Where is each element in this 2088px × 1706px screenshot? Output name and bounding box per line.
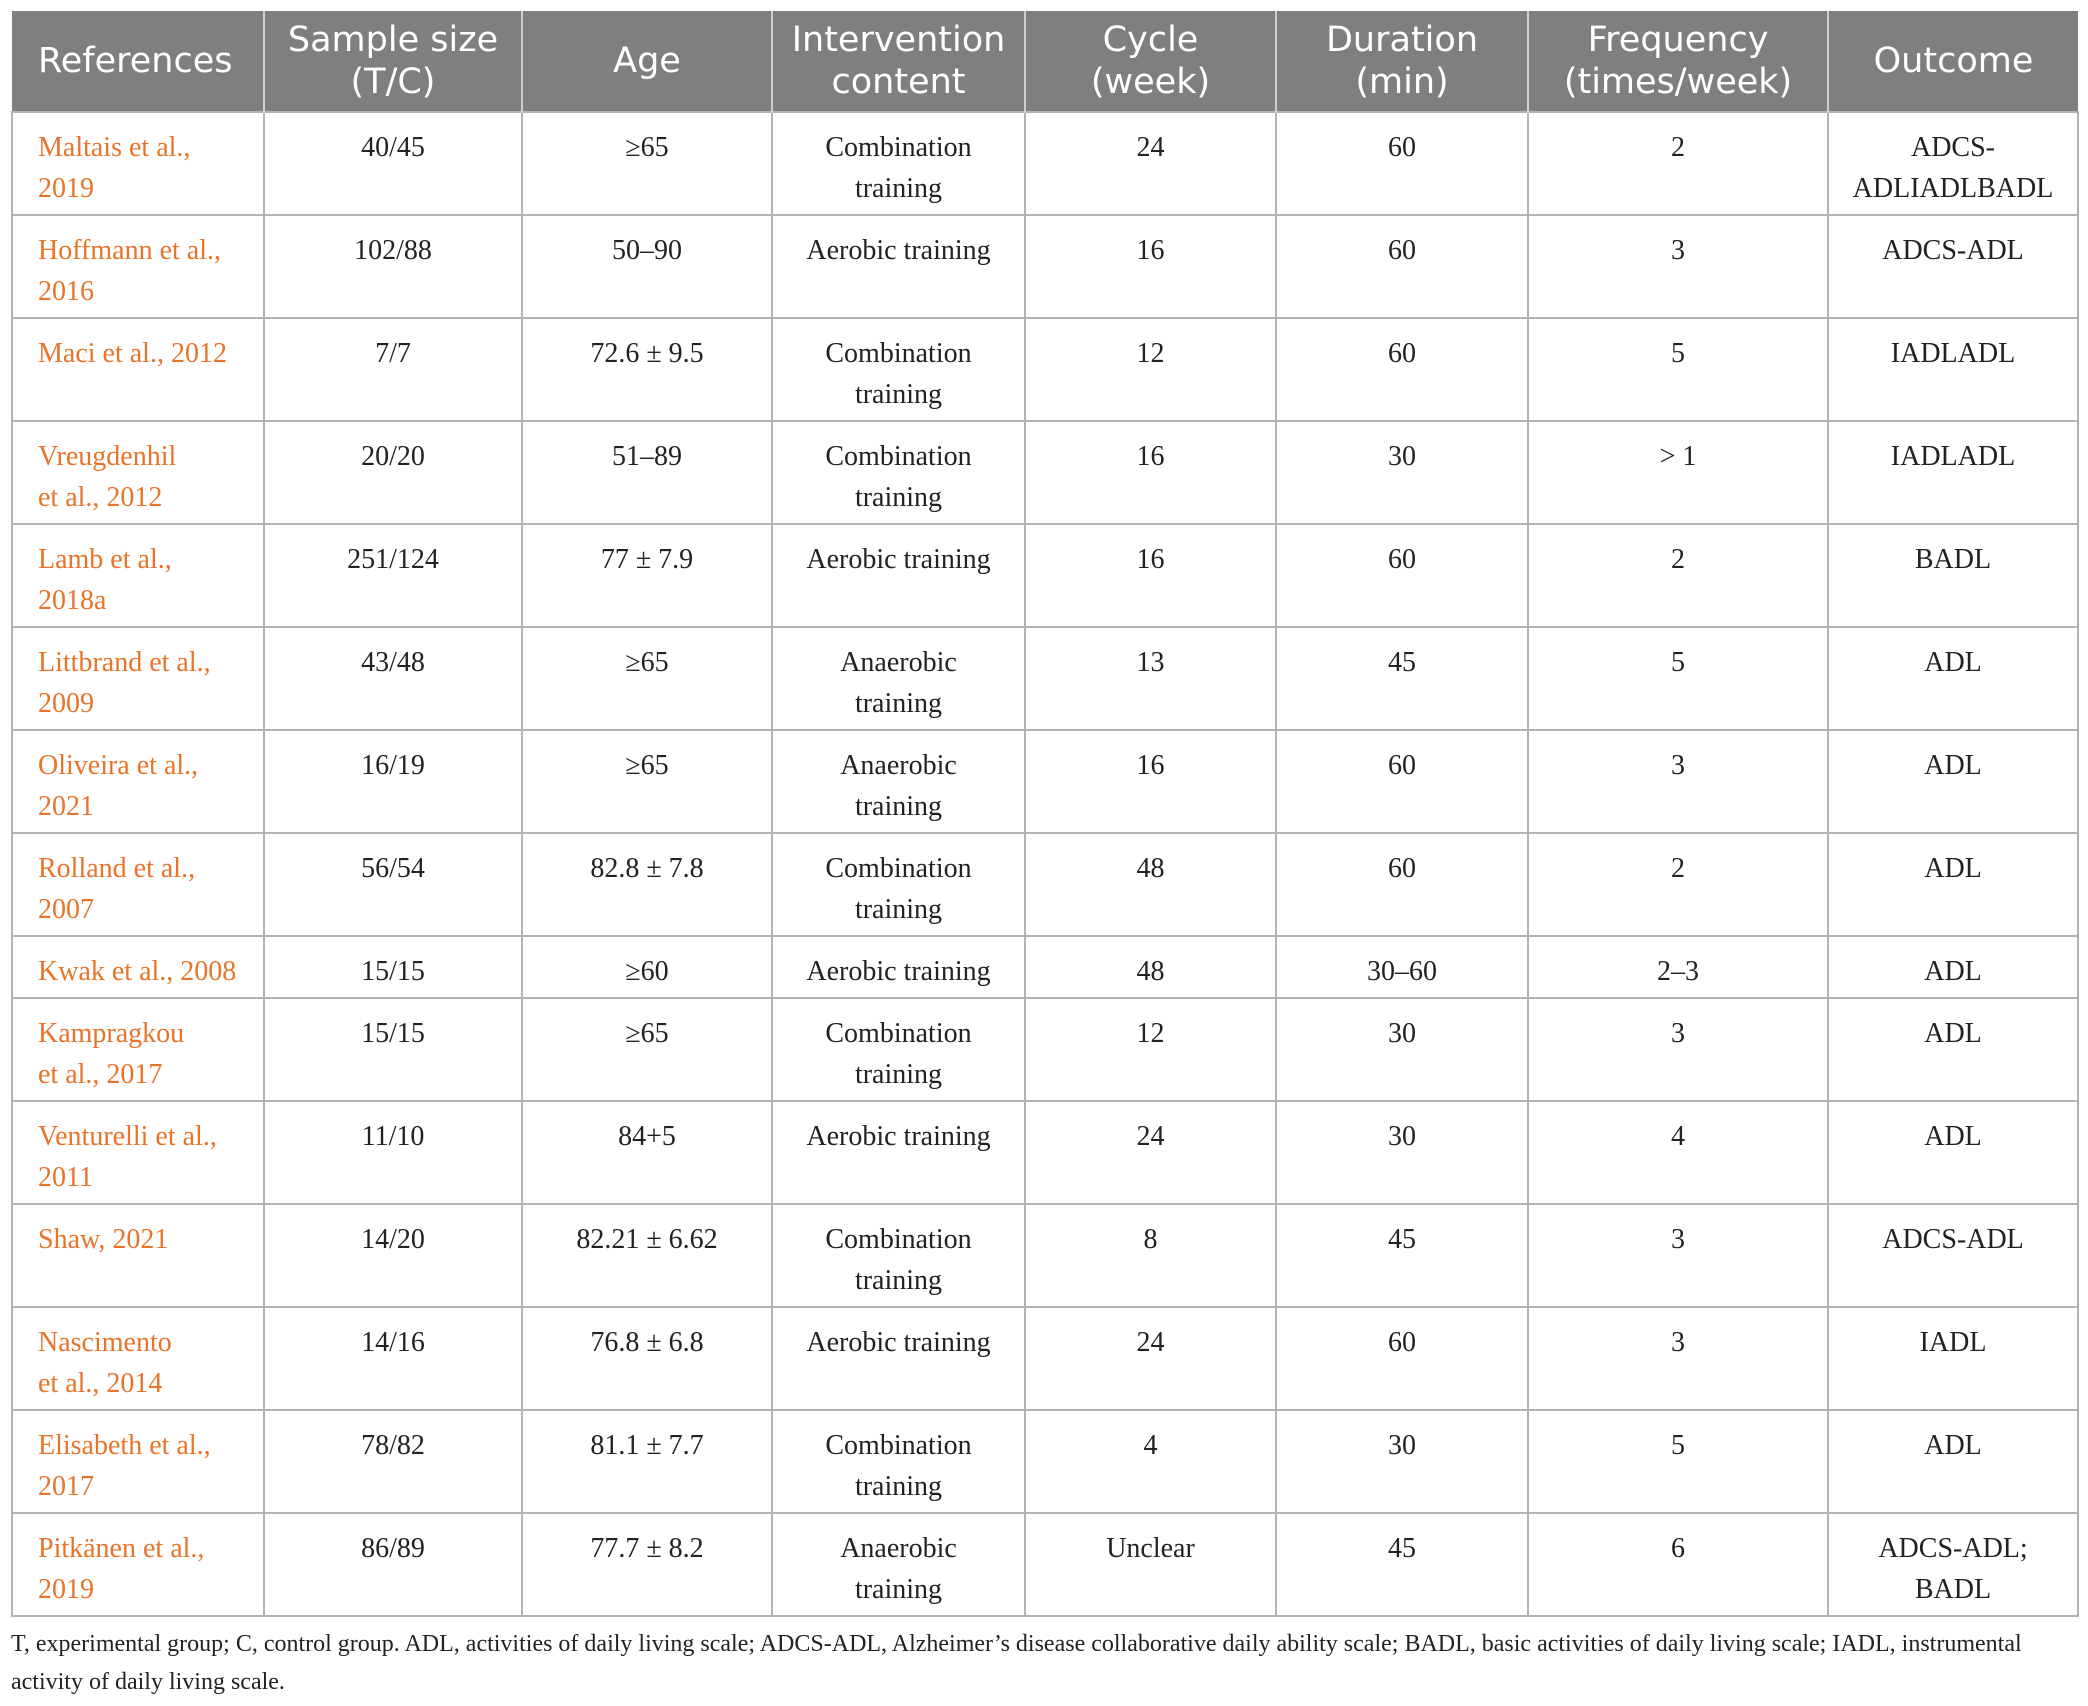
age-cell: ≥65 xyxy=(522,627,772,730)
sample-size-cell: 56/54 xyxy=(264,833,522,936)
intervention-cell-line: training xyxy=(854,1471,943,1502)
header-line: (T/C) xyxy=(350,62,436,102)
sample-size-cell: 78/82 xyxy=(264,1410,522,1513)
reference-link[interactable] xyxy=(12,1307,264,1410)
table-row xyxy=(12,998,2078,1101)
reference-link-line: 2016 xyxy=(38,276,94,307)
outcome-cell-line: ADCS- xyxy=(1910,132,1995,163)
reference-link-line: Venturelli et al., xyxy=(38,1121,217,1152)
duration-cell: 60 xyxy=(1276,1307,1528,1410)
outcome-cell xyxy=(1828,318,2078,421)
frequency-cell: 2 xyxy=(1528,833,1828,936)
header-line: Outcome xyxy=(1873,41,2034,81)
frequency-cell: 5 xyxy=(1528,1410,1828,1513)
reference-link-line: Lamb et al., xyxy=(38,544,172,575)
outcome-cell xyxy=(1828,730,2078,833)
reference-link-line: 2011 xyxy=(38,1162,93,1193)
intervention-cell xyxy=(772,730,1025,833)
cycle-cell: 24 xyxy=(1025,112,1276,215)
reference-link[interactable] xyxy=(12,421,264,524)
outcome-cell xyxy=(1828,215,2078,318)
table-row xyxy=(12,1101,2078,1204)
frequency-cell: 3 xyxy=(1528,730,1828,833)
reference-link-line: 2018a xyxy=(38,585,107,616)
intervention-cell xyxy=(772,627,1025,730)
cycle-cell: 48 xyxy=(1025,833,1276,936)
header-sample-size xyxy=(264,11,522,112)
frequency-cell: 3 xyxy=(1528,1307,1828,1410)
cycle-cell: 16 xyxy=(1025,730,1276,833)
intervention-cell-line: Combination xyxy=(825,338,972,369)
duration-cell: 30–60 xyxy=(1276,936,1528,998)
reference-link-line: et al., 2012 xyxy=(38,482,163,513)
intervention-cell-line: Aerobic training xyxy=(806,544,991,575)
sample-size-cell: 15/15 xyxy=(264,936,522,998)
age-cell: ≥65 xyxy=(522,998,772,1101)
age-cell: ≥65 xyxy=(522,730,772,833)
age-cell: 82.8 ± 7.8 xyxy=(522,833,772,936)
table-row xyxy=(12,1204,2078,1307)
cycle-cell: 16 xyxy=(1025,215,1276,318)
intervention-cell-line: training xyxy=(854,791,943,822)
table-row xyxy=(12,627,2078,730)
reference-link-line: Nascimento xyxy=(38,1327,172,1358)
duration-cell: 60 xyxy=(1276,215,1528,318)
reference-link[interactable] xyxy=(12,215,264,318)
intervention-cell xyxy=(772,524,1025,627)
intervention-cell-line: Aerobic training xyxy=(806,956,991,987)
age-cell: 72.6 ± 9.5 xyxy=(522,318,772,421)
reference-link[interactable] xyxy=(12,730,264,833)
intervention-cell xyxy=(772,318,1025,421)
intervention-cell xyxy=(772,998,1025,1101)
reference-link-line: Kampragkou xyxy=(38,1018,185,1049)
reference-link[interactable] xyxy=(12,1513,264,1616)
reference-link-line: 2019 xyxy=(38,173,94,204)
intervention-cell-line: Aerobic training xyxy=(806,235,991,266)
outcome-cell-line: ADLIADLBADL xyxy=(1852,173,2054,204)
intervention-cell xyxy=(772,1410,1025,1513)
intervention-cell xyxy=(772,936,1025,998)
frequency-cell: 5 xyxy=(1528,318,1828,421)
intervention-cell-line: Anaerobic xyxy=(840,647,957,678)
outcome-cell xyxy=(1828,1204,2078,1307)
sample-size-cell: 11/10 xyxy=(264,1101,522,1204)
intervention-cell xyxy=(772,215,1025,318)
outcome-cell-line: ADL xyxy=(1924,1430,1982,1461)
header-cycle xyxy=(1025,11,1276,112)
outcome-cell-line: ADCS-ADL xyxy=(1882,235,2024,266)
table-container xyxy=(11,11,2077,1701)
reference-link-line: Pitkänen et al., xyxy=(38,1533,205,1564)
header-row xyxy=(12,11,2078,112)
duration-cell: 45 xyxy=(1276,1204,1528,1307)
intervention-cell-line: training xyxy=(854,688,943,719)
intervention-cell-line: Anaerobic xyxy=(840,750,957,781)
duration-cell: 60 xyxy=(1276,833,1528,936)
age-cell: 51–89 xyxy=(522,421,772,524)
outcome-cell-line: BADL xyxy=(1914,1574,1992,1605)
reference-link[interactable] xyxy=(12,1204,264,1307)
header-line: References xyxy=(38,41,233,81)
reference-link-line: 2009 xyxy=(38,688,94,719)
studies-table xyxy=(11,11,2079,1617)
reference-link-line: et al., 2017 xyxy=(38,1059,163,1090)
outcome-cell xyxy=(1828,1513,2078,1616)
sample-size-cell: 86/89 xyxy=(264,1513,522,1616)
cycle-cell: 8 xyxy=(1025,1204,1276,1307)
header-line: Duration xyxy=(1325,20,1478,60)
reference-link-line: Maci et al., 2012 xyxy=(38,338,227,369)
sample-size-cell: 16/19 xyxy=(264,730,522,833)
table-row xyxy=(12,1410,2078,1513)
reference-link[interactable] xyxy=(12,318,264,421)
sample-size-cell: 40/45 xyxy=(264,112,522,215)
outcome-cell-line: ADL xyxy=(1924,1121,1982,1152)
reference-link-line: 2021 xyxy=(38,791,94,822)
outcome-cell xyxy=(1828,524,2078,627)
outcome-cell-line: IADLADL xyxy=(1890,441,2016,472)
intervention-cell-line: Combination xyxy=(825,1224,972,1255)
header-intervention-content xyxy=(772,11,1025,112)
frequency-cell: 2–3 xyxy=(1528,936,1828,998)
age-cell: 77.7 ± 8.2 xyxy=(522,1513,772,1616)
sample-size-cell: 20/20 xyxy=(264,421,522,524)
reference-link-line: Oliveira et al., xyxy=(38,750,199,781)
outcome-cell xyxy=(1828,627,2078,730)
duration-cell: 60 xyxy=(1276,318,1528,421)
intervention-cell-line: Aerobic training xyxy=(806,1121,991,1152)
reference-link-line: Vreugdenhil xyxy=(38,441,177,472)
intervention-cell xyxy=(772,112,1025,215)
header-line: Cycle xyxy=(1102,20,1199,60)
header-line: Intervention xyxy=(791,20,1006,60)
sample-size-cell: 15/15 xyxy=(264,998,522,1101)
duration-cell: 60 xyxy=(1276,730,1528,833)
table-footnote: T, experimental group; C, control group. ADL, activities of daily living scale; ADCS-ADL, Alzheimer’s disease collaborative daily ability scale; BADL, basic activities of daily living scale; IADL, instrumental activity of daily living scale. xyxy=(11,1631,2022,1695)
cycle-cell: 4 xyxy=(1025,1410,1276,1513)
age-cell: 81.1 ± 7.7 xyxy=(522,1410,772,1513)
age-cell: 82.21 ± 6.62 xyxy=(522,1204,772,1307)
outcome-cell-line: ADL xyxy=(1924,750,1982,781)
age-cell: 50–90 xyxy=(522,215,772,318)
sample-size-cell: 102/88 xyxy=(264,215,522,318)
table-row xyxy=(12,318,2078,421)
intervention-cell-line: training xyxy=(854,379,943,410)
table-row xyxy=(12,215,2078,318)
sample-size-cell: 7/7 xyxy=(264,318,522,421)
reference-link-line: Rolland et al., xyxy=(38,853,196,884)
outcome-cell xyxy=(1828,1307,2078,1410)
table-header xyxy=(12,11,2078,112)
header-references xyxy=(12,11,264,112)
cycle-cell: 16 xyxy=(1025,421,1276,524)
cycle-cell: 13 xyxy=(1025,627,1276,730)
outcome-cell-line: ADCS-ADL xyxy=(1882,1224,2024,1255)
intervention-cell xyxy=(772,1204,1025,1307)
cycle-cell: 24 xyxy=(1025,1101,1276,1204)
duration-cell: 30 xyxy=(1276,1101,1528,1204)
reference-link-line: et al., 2014 xyxy=(38,1368,163,1399)
cycle-cell: Unclear xyxy=(1025,1513,1276,1616)
frequency-cell: 6 xyxy=(1528,1513,1828,1616)
intervention-cell-line: training xyxy=(854,1574,943,1605)
age-cell: 77 ± 7.9 xyxy=(522,524,772,627)
table-row xyxy=(12,730,2078,833)
outcome-cell-line: ADL xyxy=(1924,853,1982,884)
frequency-cell: 4 xyxy=(1528,1101,1828,1204)
header-line: Frequency xyxy=(1587,20,1769,60)
frequency-cell: 2 xyxy=(1528,524,1828,627)
reference-link[interactable] xyxy=(12,936,264,998)
outcome-cell xyxy=(1828,1101,2078,1204)
frequency-cell: 5 xyxy=(1528,627,1828,730)
table-row xyxy=(12,833,2078,936)
sample-size-cell: 14/16 xyxy=(264,1307,522,1410)
duration-cell: 30 xyxy=(1276,421,1528,524)
outcome-cell xyxy=(1828,1410,2078,1513)
outcome-cell-line: IADLADL xyxy=(1890,338,2016,369)
outcome-cell xyxy=(1828,936,2078,998)
intervention-cell xyxy=(772,421,1025,524)
reference-link-line: Hoffmann et al., xyxy=(38,235,221,266)
header-line: (week) xyxy=(1090,62,1211,102)
table-row xyxy=(12,524,2078,627)
frequency-cell: 2 xyxy=(1528,112,1828,215)
reference-link[interactable] xyxy=(12,524,264,627)
header-line: Sample size xyxy=(287,20,499,60)
table-body xyxy=(12,112,2078,1616)
intervention-cell xyxy=(772,1101,1025,1204)
reference-link-line: 2019 xyxy=(38,1574,94,1605)
cycle-cell: 12 xyxy=(1025,318,1276,421)
table-row xyxy=(12,421,2078,524)
outcome-cell-line: ADL xyxy=(1924,647,1982,678)
age-cell: 76.8 ± 6.8 xyxy=(522,1307,772,1410)
outcome-cell-line: ADCS-ADL; xyxy=(1878,1533,2028,1564)
table-row xyxy=(12,112,2078,215)
table-row xyxy=(12,936,2078,998)
outcome-cell-line: ADL xyxy=(1924,1018,1982,1049)
cycle-cell: 16 xyxy=(1025,524,1276,627)
reference-link[interactable] xyxy=(12,627,264,730)
outcome-cell xyxy=(1828,112,2078,215)
intervention-cell xyxy=(772,1513,1025,1616)
intervention-cell-line: training xyxy=(854,894,943,925)
sample-size-cell: 43/48 xyxy=(264,627,522,730)
intervention-cell-line: Combination xyxy=(825,1430,972,1461)
frequency-cell: 3 xyxy=(1528,215,1828,318)
intervention-cell-line: training xyxy=(854,1265,943,1296)
intervention-cell-line: Combination xyxy=(825,441,972,472)
reference-link-line: Shaw, 2021 xyxy=(38,1224,169,1255)
reference-link-line: 2007 xyxy=(38,894,94,925)
table-row xyxy=(12,1513,2078,1616)
age-cell: 84+5 xyxy=(522,1101,772,1204)
cycle-cell: 48 xyxy=(1025,936,1276,998)
duration-cell: 45 xyxy=(1276,627,1528,730)
header-frequency xyxy=(1528,11,1828,112)
header-line: (min) xyxy=(1355,62,1449,102)
intervention-cell-line: Anaerobic xyxy=(840,1533,957,1564)
intervention-cell-line: training xyxy=(854,173,943,204)
intervention-cell xyxy=(772,1307,1025,1410)
duration-cell: 30 xyxy=(1276,998,1528,1101)
outcome-cell-line: IADL xyxy=(1919,1327,1987,1358)
header-duration xyxy=(1276,11,1528,112)
outcome-cell xyxy=(1828,998,2078,1101)
reference-link-line: Littbrand et al., xyxy=(38,647,211,678)
header-line: Age xyxy=(613,41,681,81)
intervention-cell-line: training xyxy=(854,1059,943,1090)
table-row xyxy=(12,1307,2078,1410)
reference-link[interactable] xyxy=(12,1101,264,1204)
header-age xyxy=(522,11,772,112)
reference-link-line: Kwak et al., 2008 xyxy=(38,956,237,987)
intervention-cell-line: training xyxy=(854,482,943,513)
intervention-cell-line: Combination xyxy=(825,132,972,163)
frequency-cell: > 1 xyxy=(1528,421,1828,524)
reference-link-line: Elisabeth et al., xyxy=(38,1430,211,1461)
sample-size-cell: 251/124 xyxy=(264,524,522,627)
intervention-cell-line: Combination xyxy=(825,853,972,884)
cycle-cell: 12 xyxy=(1025,998,1276,1101)
duration-cell: 60 xyxy=(1276,112,1528,215)
intervention-cell-line: Aerobic training xyxy=(806,1327,991,1358)
header-line: content xyxy=(831,62,966,102)
age-cell: ≥65 xyxy=(522,112,772,215)
cycle-cell: 24 xyxy=(1025,1307,1276,1410)
reference-link-line: 2017 xyxy=(38,1471,94,1502)
outcome-cell xyxy=(1828,421,2078,524)
age-cell: ≥60 xyxy=(522,936,772,998)
header-line: (times/week) xyxy=(1563,62,1793,102)
duration-cell: 30 xyxy=(1276,1410,1528,1513)
reference-link[interactable] xyxy=(12,833,264,936)
reference-link[interactable] xyxy=(12,1410,264,1513)
intervention-cell xyxy=(772,833,1025,936)
outcome-cell-line: ADL xyxy=(1924,956,1982,987)
intervention-cell-line: Combination xyxy=(825,1018,972,1049)
duration-cell: 60 xyxy=(1276,524,1528,627)
reference-link-line: Maltais et al., xyxy=(38,132,191,163)
sample-size-cell: 14/20 xyxy=(264,1204,522,1307)
header-outcome xyxy=(1828,11,2078,112)
reference-link[interactable] xyxy=(12,112,264,215)
outcome-cell-line: BADL xyxy=(1914,544,1992,575)
outcome-cell xyxy=(1828,833,2078,936)
duration-cell: 45 xyxy=(1276,1513,1528,1616)
reference-link[interactable] xyxy=(12,998,264,1101)
frequency-cell: 3 xyxy=(1528,998,1828,1101)
frequency-cell: 3 xyxy=(1528,1204,1828,1307)
